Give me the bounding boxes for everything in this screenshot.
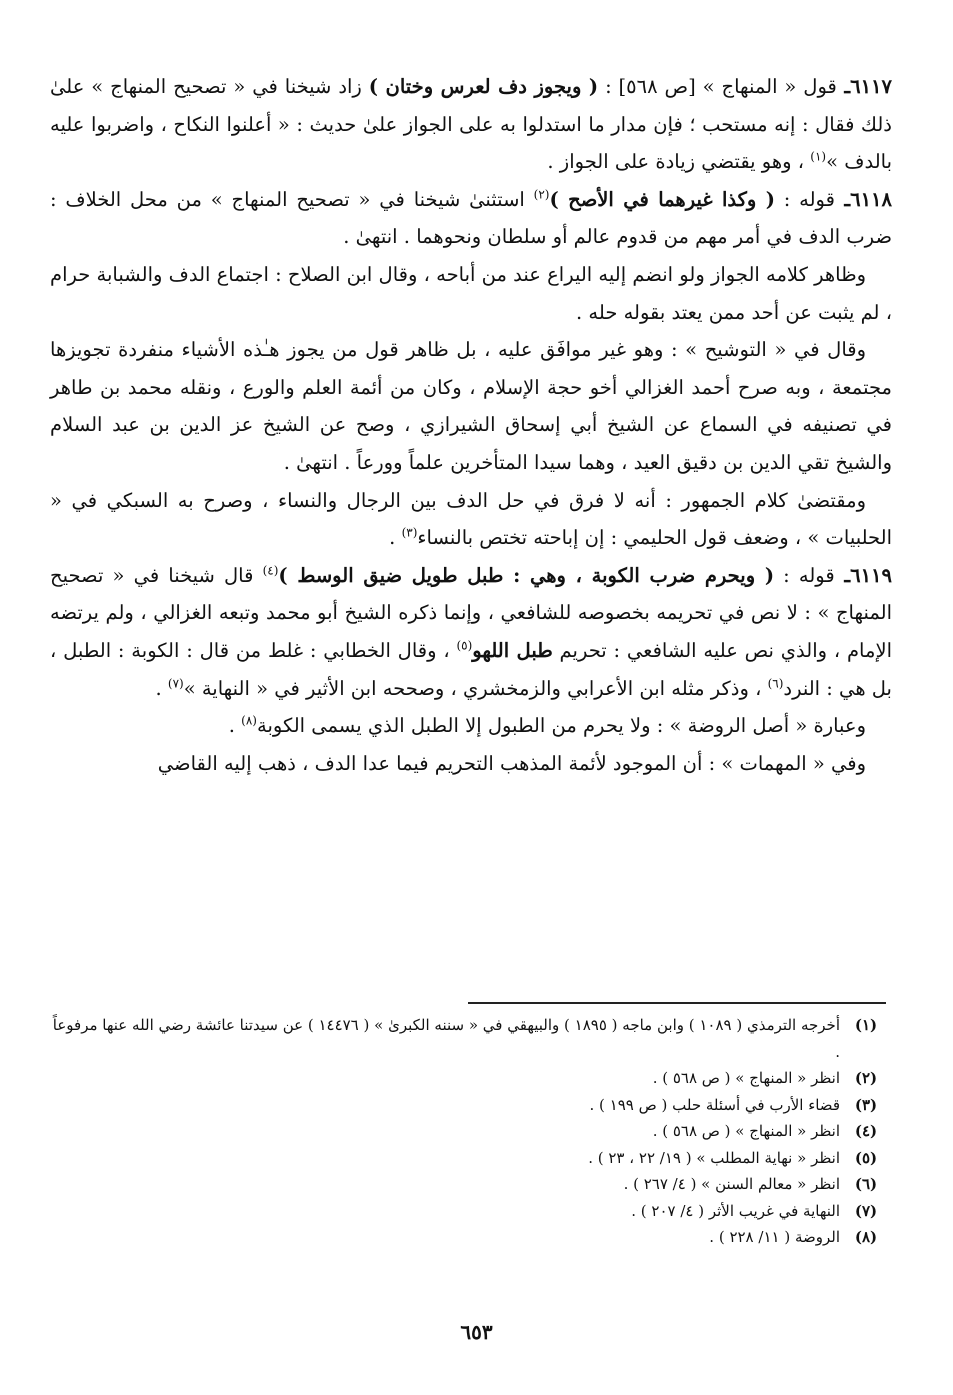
text-segment: ( ويجوز دف لعرس وختان ) <box>368 75 599 98</box>
footnote-text: قضاء الأرب في أسئلة حلب ( ص ١٩٩ ) . <box>589 1095 840 1114</box>
footnote-ref: (٦) <box>767 676 784 690</box>
footnote <box>50 1065 892 1092</box>
text-segment: قال شيخنا في « تصحيح المنهاج » : لا نص في تحريمه بخصوصه للشافعي ، وإنما ذكره الشيخ أبو محمد وتبعه الغزالي ، ولم يرتضه الإمام ، والذي نص عليه الشافعي : تحريم <box>50 563 892 662</box>
footnote-ref: (٥) <box>456 638 473 653</box>
footnote-number: (٧) <box>854 1201 878 1220</box>
footnote <box>50 1145 892 1172</box>
paragraph-p2 <box>50 181 892 256</box>
paragraph-p7 <box>50 707 892 745</box>
footnote <box>50 1012 892 1065</box>
text-segment: ٦١١٨ـ <box>834 187 892 211</box>
footnote <box>50 1224 892 1251</box>
footnote-ref: (٣) <box>401 525 418 540</box>
footnote-ref: (١) <box>810 149 827 164</box>
paragraph-p8 <box>50 745 892 783</box>
footnote-text: انظر « المنهاج » ( ص ٥٦٨ ) . <box>652 1122 840 1140</box>
text-segment: وفي « المهمات » : أن الموجود لأئمة المذهب التحريم فيما عدا الدف ، ذهب إليه القاضي <box>157 751 866 775</box>
text-segment: ، وهو يقتضي زيادة على الجواز . <box>547 150 811 174</box>
text-segment: ( وكذا غيرهما في الأصح ) <box>549 187 775 211</box>
footnote <box>50 1118 892 1145</box>
footnote-text: انظر « معالم السنن » ( ٤/ ٢٦٧ ) . <box>623 1175 840 1193</box>
text-segment: قول « المنهاج » [ص ٥٦٨] : <box>598 75 837 98</box>
footnote-number: (٥) <box>854 1148 878 1167</box>
footnote-ref: (٨) <box>241 713 257 728</box>
paragraph-p3 <box>50 256 892 331</box>
text-segment: ، وذكر مثله ابن الأعرابي والزمخشري ، وصححه ابن الأثير في « النهاية » <box>183 676 768 700</box>
footnote-ref: (٧) <box>167 676 184 690</box>
footnote-separator <box>468 1002 886 1004</box>
footnote-number: (٢) <box>854 1069 878 1087</box>
paragraph-p6 <box>50 557 892 707</box>
footnote-number: (٣) <box>854 1095 878 1114</box>
footnote <box>50 1198 892 1225</box>
main-text <box>50 68 892 782</box>
text-segment: استثنىٰ شيخنا في « تصحيح المنهاج » من محل الخلاف : ضرب الدف في أمر مهم من قدوم عالم أو سلطان ونحوهما . انتهىٰ . <box>50 187 892 249</box>
text-segment: طبل اللهو <box>472 638 553 662</box>
footnote-number: (٦) <box>854 1175 878 1193</box>
text-segment: قوله : <box>774 563 835 587</box>
text-segment: . <box>228 714 242 738</box>
footnotes <box>50 1012 892 1251</box>
footnote <box>50 1171 892 1198</box>
text-segment: . <box>389 526 402 550</box>
footnote-text: الروضة ( ١١/ ٢٢٨ ) . <box>709 1228 840 1246</box>
footnote-number: (٤) <box>854 1122 878 1140</box>
text-segment: . <box>155 676 168 700</box>
text-segment: ومقتضىٰ كلام الجمهور : أنه لا فرق في حل الدف بين الرجال والنساء ، وصرح به السبكي في « الحلبيات » ، وضعف قول الحليمي : إن إباحته تختص بالنساء <box>50 488 892 550</box>
footnote-number: (٨) <box>854 1228 878 1246</box>
paragraph-p1 <box>50 68 892 181</box>
footnote-number: (١) <box>854 1016 878 1034</box>
footnote-ref: (٤) <box>262 563 279 578</box>
text-segment: ٦١١٧ـ <box>836 75 892 98</box>
paragraph-p4 <box>50 331 892 481</box>
footnote-text: أخرجه الترمذي ( ١٠٨٩ ) وابن ماجه ( ١٨٩٥ ) والبيهقي في « سننه الكبرىٰ » ( ١٤٤٧٦ ) عن سيدتنا عائشة رضي الله عنها مرفوعاً . <box>52 1016 840 1061</box>
footnote-text: انظر « نهاية المطلب » ( ١٩/ ٢٢ ، ٢٣ ) . <box>588 1148 840 1167</box>
text-segment: زاد شيخنا في « تصحيح المنهاج » علىٰ ذلك فقال : إنه مستحب ؛ فإن مدار ما استدلوا به على الجواز علىٰ حديث : « أعلنوا النكاح ، واضربوا عليه بالدف » <box>50 75 892 174</box>
text-segment: وظاهر كلامه الجواز ولو انضم إليه اليراع عند من أباحه ، وقال ابن الصلاح : اجتماع الدف والشبابة حرام ، لم يثبت عن أحد ممن يعتد بقوله حله . <box>50 262 892 324</box>
text-segment: ، وقال الخطابي : غلط من قال : الكوبة : الطبل ، بل هي : النرد <box>50 638 892 700</box>
footnote-ref: (٢) <box>533 187 550 202</box>
page-number: ٦٥٣ <box>460 1320 493 1344</box>
text-segment: ٦١١٩ـ <box>834 563 892 587</box>
text-segment: وقال في « التوشيح » : وهو غير موافَق عليه ، بل ظاهر قول من يجوز هـٰذه الأشياء منفردة تجويزها مجتمعة ، وبه صرح أحمد الغزالي أخو حجة الإسلام ، وكان من أئمة العلم والورع ، ونقله محمد بن طاهر في تصنيفه في السماع عن الشيخ أبي إسحاق الشيرازي ، وصح عن الشيخ عز الدين بن عبد السلام والشيخ تقي الدين بن دقيق العيد ، وهما سيدا المتأخرين علماً وورعاً . انتهىٰ . <box>50 338 892 474</box>
paragraph-p5 <box>50 482 892 557</box>
footnote-text: انظر « المنهاج » ( ص ٥٦٨ ) . <box>652 1069 840 1087</box>
text-segment: وعبارة « أصل الروضة » : ولا يحرم من الطبول إلا الطبل الذي يسمى الكوبة <box>256 714 866 738</box>
footnote <box>50 1092 892 1119</box>
text-segment: قوله : <box>774 187 835 211</box>
footnote-text: النهاية في غريب الأثر ( ٤/ ٢٠٧ ) . <box>631 1201 840 1220</box>
text-segment: ( ويحرم ضرب الكوبة ، وهي : طبل طويل ضيق الوسط ) <box>278 563 775 587</box>
